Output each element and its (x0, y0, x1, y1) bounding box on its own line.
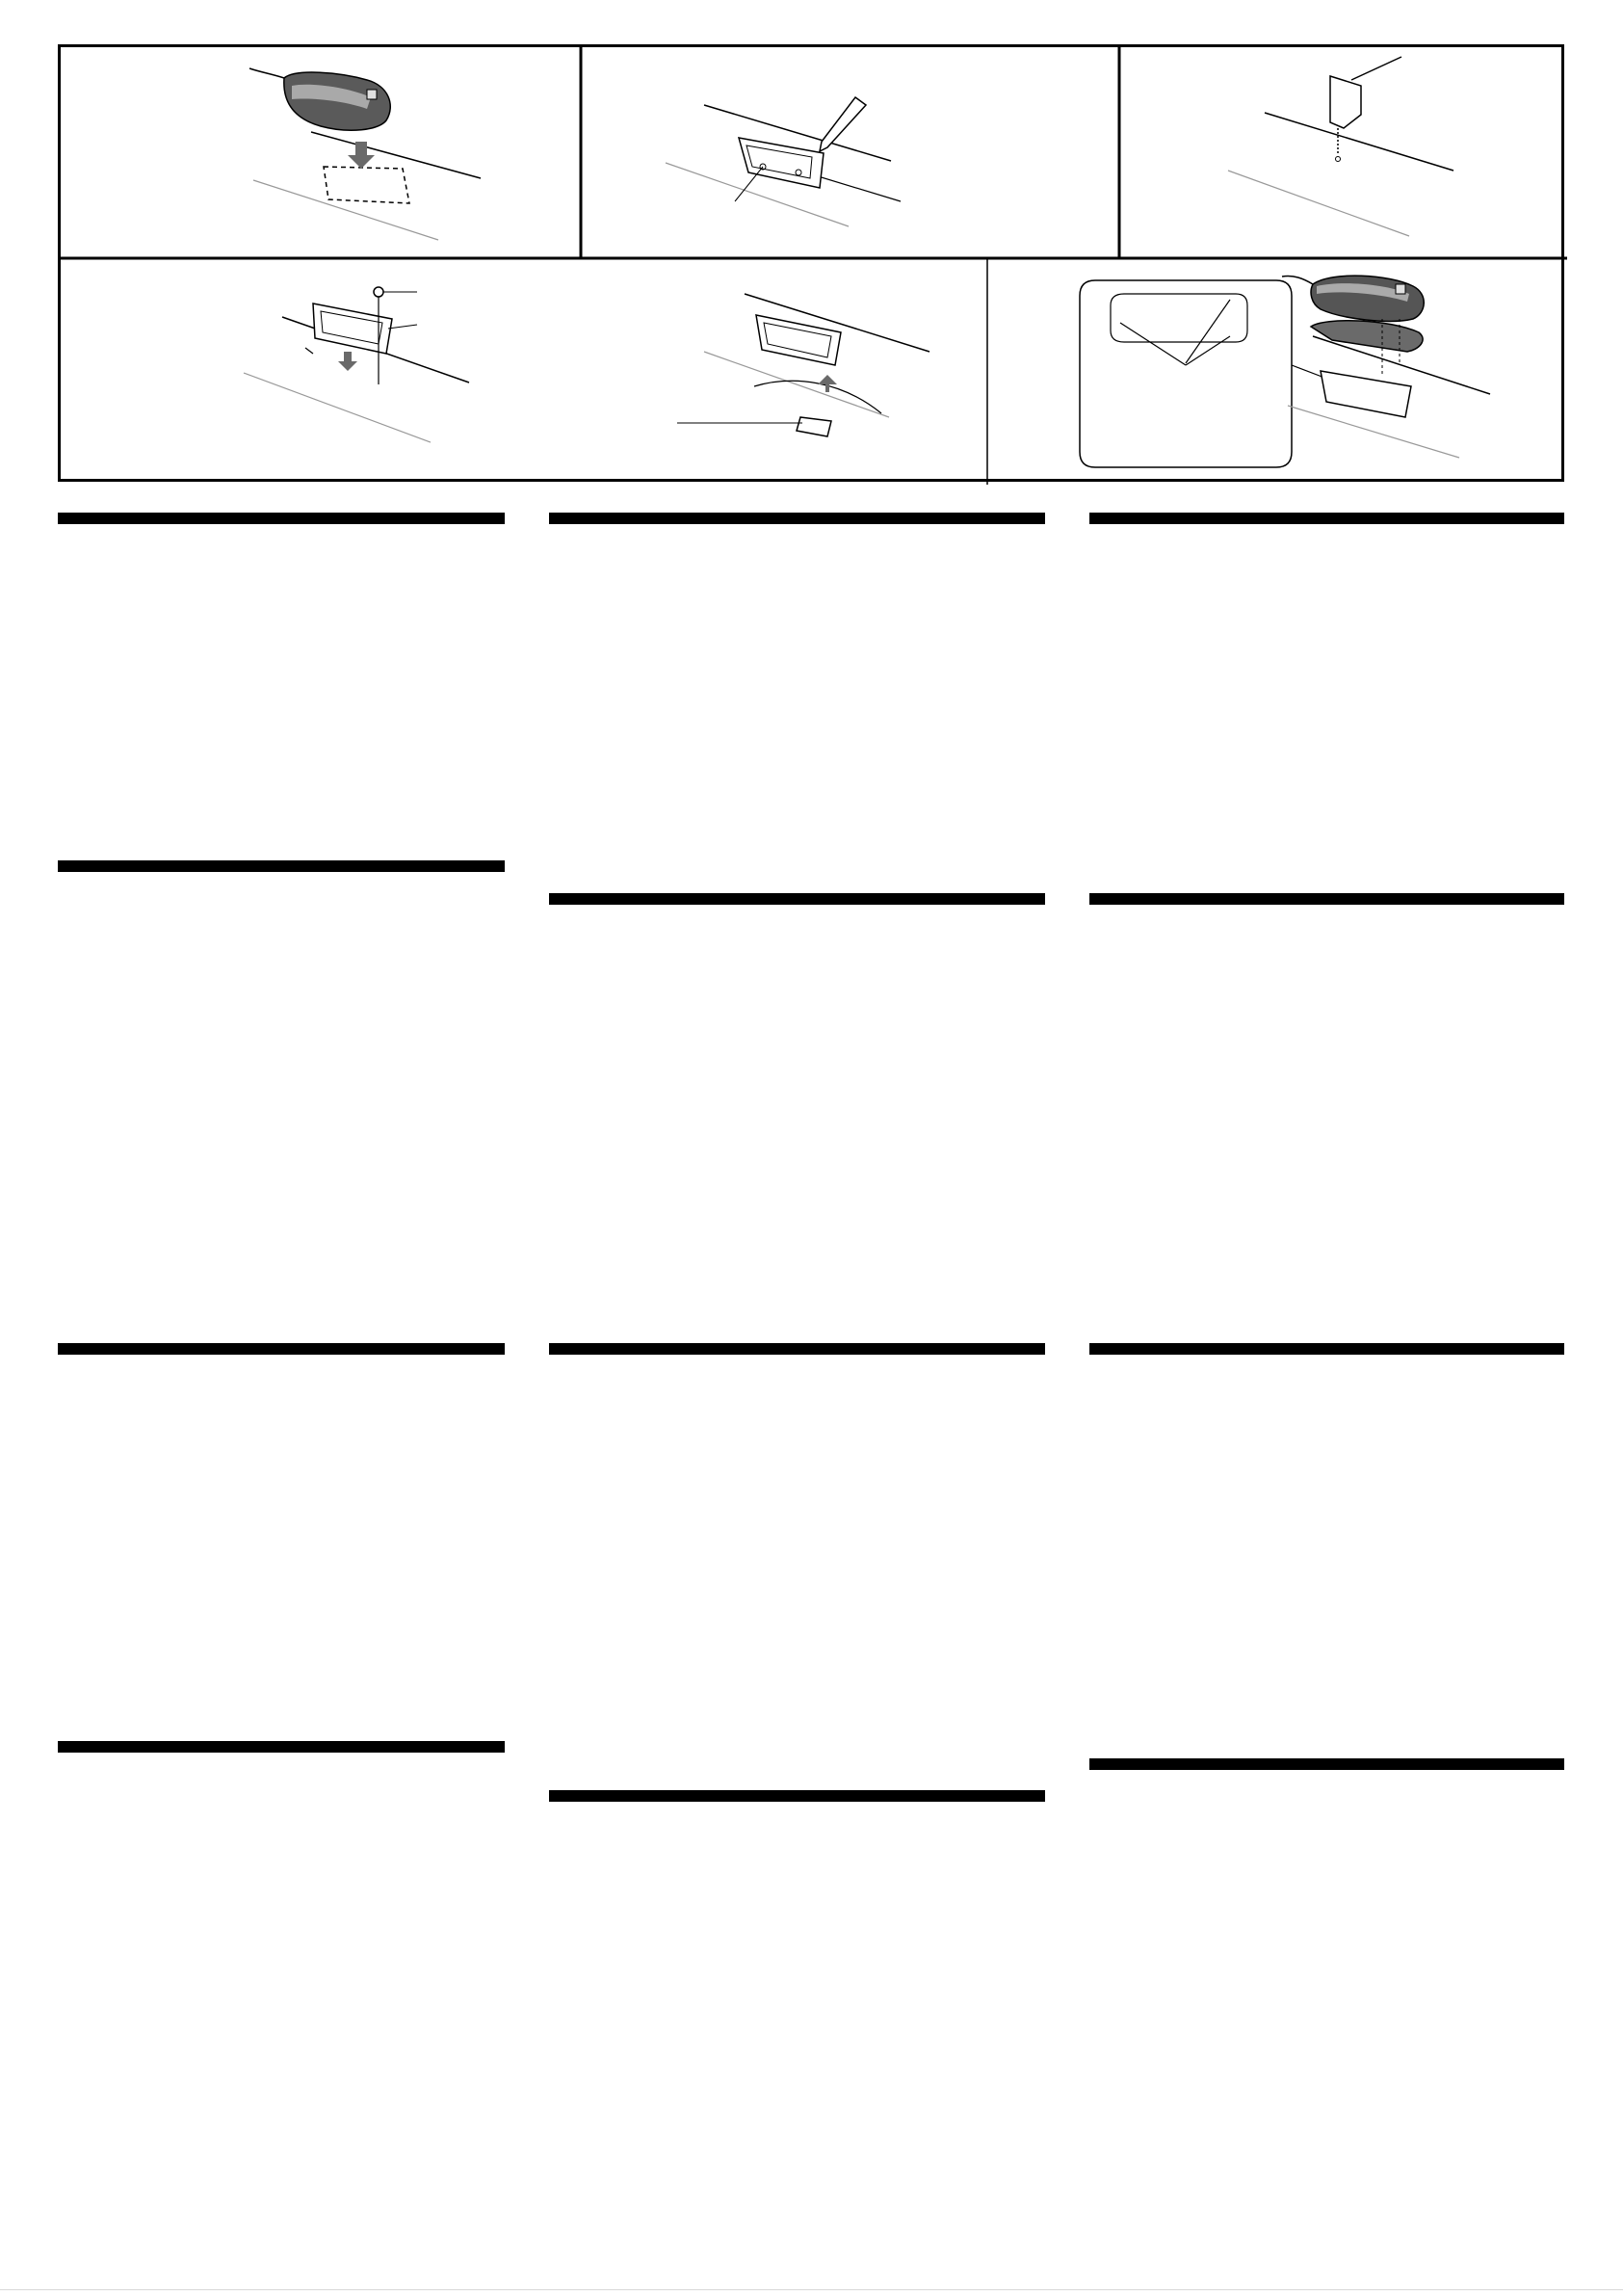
panel-2-mark-holes (666, 97, 901, 226)
section-rule-col2-1 (549, 513, 1045, 524)
panel-5-adhesive-pad (677, 294, 929, 436)
screw-icon (374, 287, 383, 297)
adhesive-pad (797, 417, 831, 436)
panel-4-screw-bracket (244, 287, 469, 442)
section-rule-col2-4 (549, 1790, 1045, 1802)
section-rule-col1-1 (58, 513, 505, 524)
section-rule-col1-2 (58, 860, 505, 872)
magnified-inset (1080, 280, 1292, 467)
section-rule-col1-4 (58, 1741, 505, 1753)
pencil-icon (820, 97, 866, 151)
placement-outline (324, 167, 409, 203)
panel-6-attach-device (1080, 276, 1490, 467)
section-rule-col3-2 (1089, 893, 1564, 905)
installation-figures-svg (61, 47, 1567, 485)
section-rule-col3-3 (1089, 1343, 1564, 1355)
mounting-bracket (313, 303, 392, 354)
section-rule-col2-2 (549, 893, 1045, 905)
section-rule-col3-1 (1089, 513, 1564, 524)
panel-1-place-device (249, 68, 481, 240)
mounting-bracket (1321, 371, 1411, 417)
down-arrow (338, 352, 357, 371)
panel-3-drill-holes (1228, 57, 1453, 236)
up-arrow (818, 375, 837, 392)
installation-figure-strip (58, 44, 1564, 482)
section-rule-col1-3 (58, 1343, 505, 1355)
drill-icon (1330, 76, 1361, 128)
section-rule-col2-3 (549, 1343, 1045, 1355)
mounting-bracket (756, 315, 841, 365)
page-bottom-edge (0, 2289, 1623, 2290)
down-arrow (348, 142, 375, 169)
section-rule-col3-4 (1089, 1758, 1564, 1770)
